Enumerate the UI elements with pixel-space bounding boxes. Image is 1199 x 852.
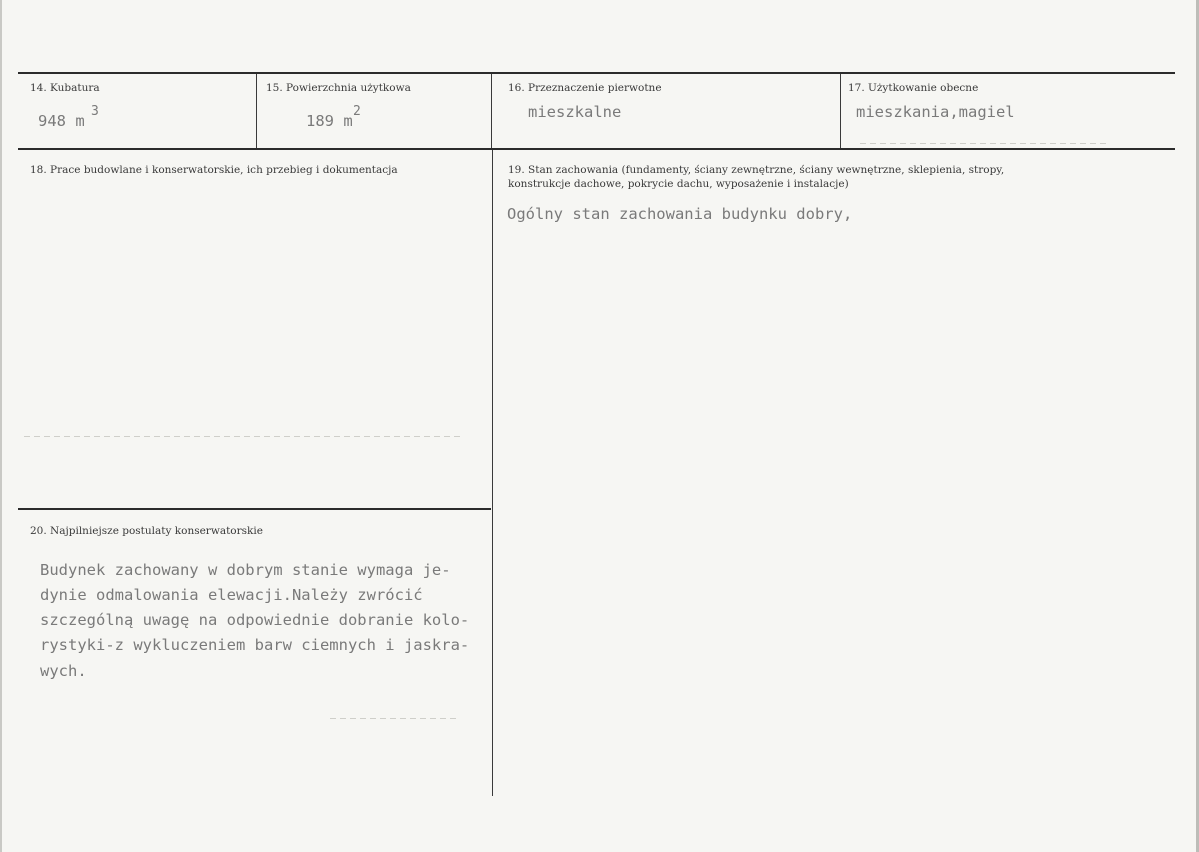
field-15-value: 189 m (306, 112, 353, 130)
field-14-label: 14. Kubatura (30, 82, 100, 94)
top-rule (18, 72, 1175, 74)
section-20-rule (18, 508, 491, 510)
field-20-line-4: rystyki-z wykluczeniem barw ciemnych i jaskra- (40, 636, 470, 654)
field-20-line-2: dynie odmalowania elewacji.Należy zwrócić (40, 586, 423, 604)
field-16-value: mieszkalne (528, 103, 622, 121)
faint-trace (24, 436, 464, 437)
faint-trace-3 (860, 143, 1110, 144)
field-20-line-1: Budynek zachowany w dobrym stanie wymaga je- (40, 561, 451, 579)
field-20-line-5: wych. (40, 662, 87, 680)
field-19-label-line-2: konstrukcje dachowe, pokrycie dachu, wyposażenie i instalacje) (508, 178, 849, 190)
faint-trace-2 (330, 718, 460, 719)
field-20-line-3: szczególną uwagę na odpowiednie dobranie kolo- (40, 611, 470, 629)
divider-15-16 (491, 74, 492, 148)
card-left-edge (0, 0, 2, 852)
field-20-label: 20. Najpilniejsze postulaty konserwatorskie (30, 525, 263, 537)
field-18-label: 18. Prace budowlane i konserwatorskie, ich przebieg i dokumentacja (30, 164, 398, 176)
middle-rule (18, 148, 1175, 150)
divider-18-19 (492, 150, 493, 796)
field-14-value: 948 m (38, 112, 85, 130)
field-15-exponent: 2 (353, 104, 361, 119)
divider-14-15 (256, 74, 257, 148)
field-16-label: 16. Przeznaczenie pierwotne (508, 82, 662, 94)
field-15-label: 15. Powierzchnia użytkowa (266, 82, 411, 94)
field-14-exponent: 3 (91, 104, 99, 119)
field-19-value: Ogólny stan zachowania budynku dobry, (507, 205, 853, 223)
field-19-label-line-1: 19. Stan zachowania (fundamenty, ściany zewnętrzne, ściany wewnętrzne, sklepienia, stropy, (508, 164, 1005, 176)
field-17-value: mieszkania,magiel (856, 103, 1015, 121)
field-17-label: 17. Użytkowanie obecne (848, 82, 979, 94)
divider-16-17 (840, 74, 841, 148)
